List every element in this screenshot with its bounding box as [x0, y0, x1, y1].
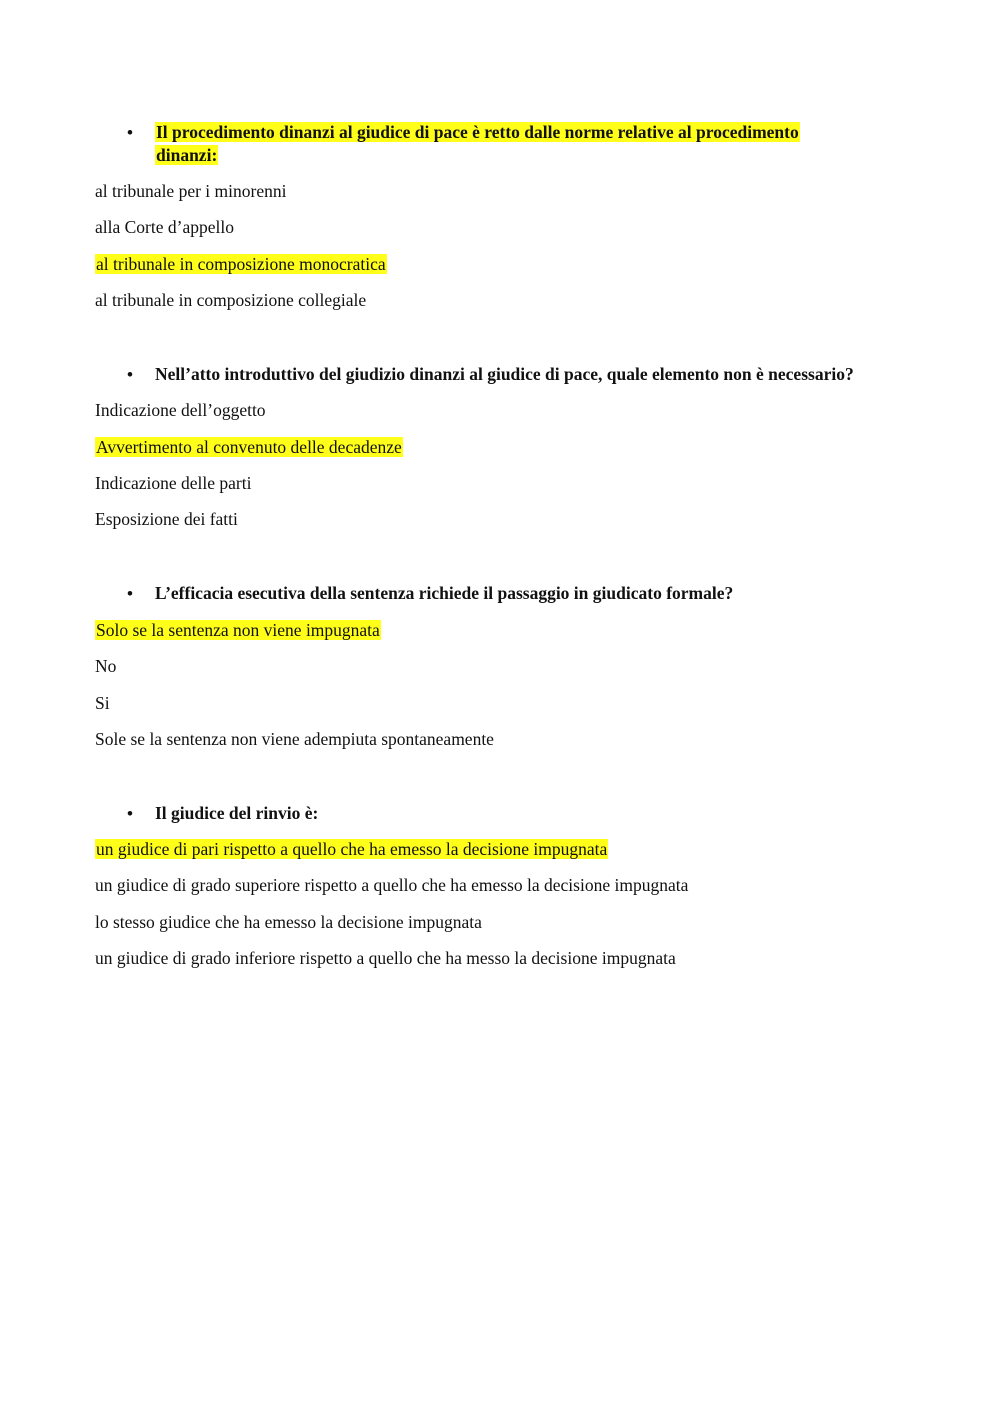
question-1-highlight: Il procedimento dinanzi al giudice di pace è retto dalle norme relative al procedimento dinanzi: [156, 122, 799, 165]
question-3-answer-1 [95, 619, 381, 641]
question-3-text: L’efficacia esecutiva della sentenza richiede il passaggio in giudicato formale? [155, 583, 734, 603]
correct-answer-highlight: Solo se la sentenza non viene impugnata [96, 620, 380, 640]
correct-answer-highlight: al tribunale in composizione monocratica [96, 254, 386, 274]
bullet-icon: • [127, 584, 133, 603]
question-1-answer-4: al tribunale in composizione collegiale [95, 290, 367, 310]
bullet-icon: • [127, 804, 133, 823]
bullet-icon: • [127, 365, 133, 384]
question-4-answer-3: lo stesso giudice che ha emesso la decisione impugnata [95, 912, 482, 932]
question-4-answer-1 [95, 838, 608, 860]
question-1-text [155, 121, 855, 167]
question-3 [127, 582, 733, 605]
question-1-answer-1: al tribunale per i minorenni [95, 181, 287, 201]
question-2-answer-4: Esposizione dei fatti [95, 509, 238, 529]
question-2-answer-1: Indicazione dell’oggetto [95, 400, 266, 420]
question-2-text: Nell’atto introduttivo del giudizio dinanzi al giudice di pace, quale elemento non è necessario? [155, 364, 854, 384]
question-4-answer-4: un giudice di grado inferiore rispetto a quello che ha messo la decisione impugnata [95, 948, 676, 968]
question-2 [127, 363, 854, 386]
question-4-text: Il giudice del rinvio è: [155, 803, 319, 823]
correct-answer-highlight: Avvertimento al convenuto delle decadenze [96, 437, 402, 457]
question-3-answer-4: Sole se la sentenza non viene adempiuta spontaneamente [95, 729, 494, 749]
question-3-answer-3: Si [95, 693, 110, 713]
question-4 [127, 802, 318, 825]
question-1 [127, 121, 855, 167]
question-2-answer-2 [95, 436, 403, 458]
bullet-icon: • [127, 123, 133, 142]
question-1-answer-2: alla Corte d’appello [95, 217, 234, 237]
question-4-answer-2: un giudice di grado superiore rispetto a quello che ha emesso la decisione impugnata [95, 875, 689, 895]
question-2-answer-3: Indicazione delle parti [95, 473, 252, 493]
question-3-answer-2: No [95, 656, 117, 676]
question-1-answer-3 [95, 253, 387, 275]
correct-answer-highlight: un giudice di pari rispetto a quello che ha emesso la decisione impugnata [96, 839, 608, 859]
